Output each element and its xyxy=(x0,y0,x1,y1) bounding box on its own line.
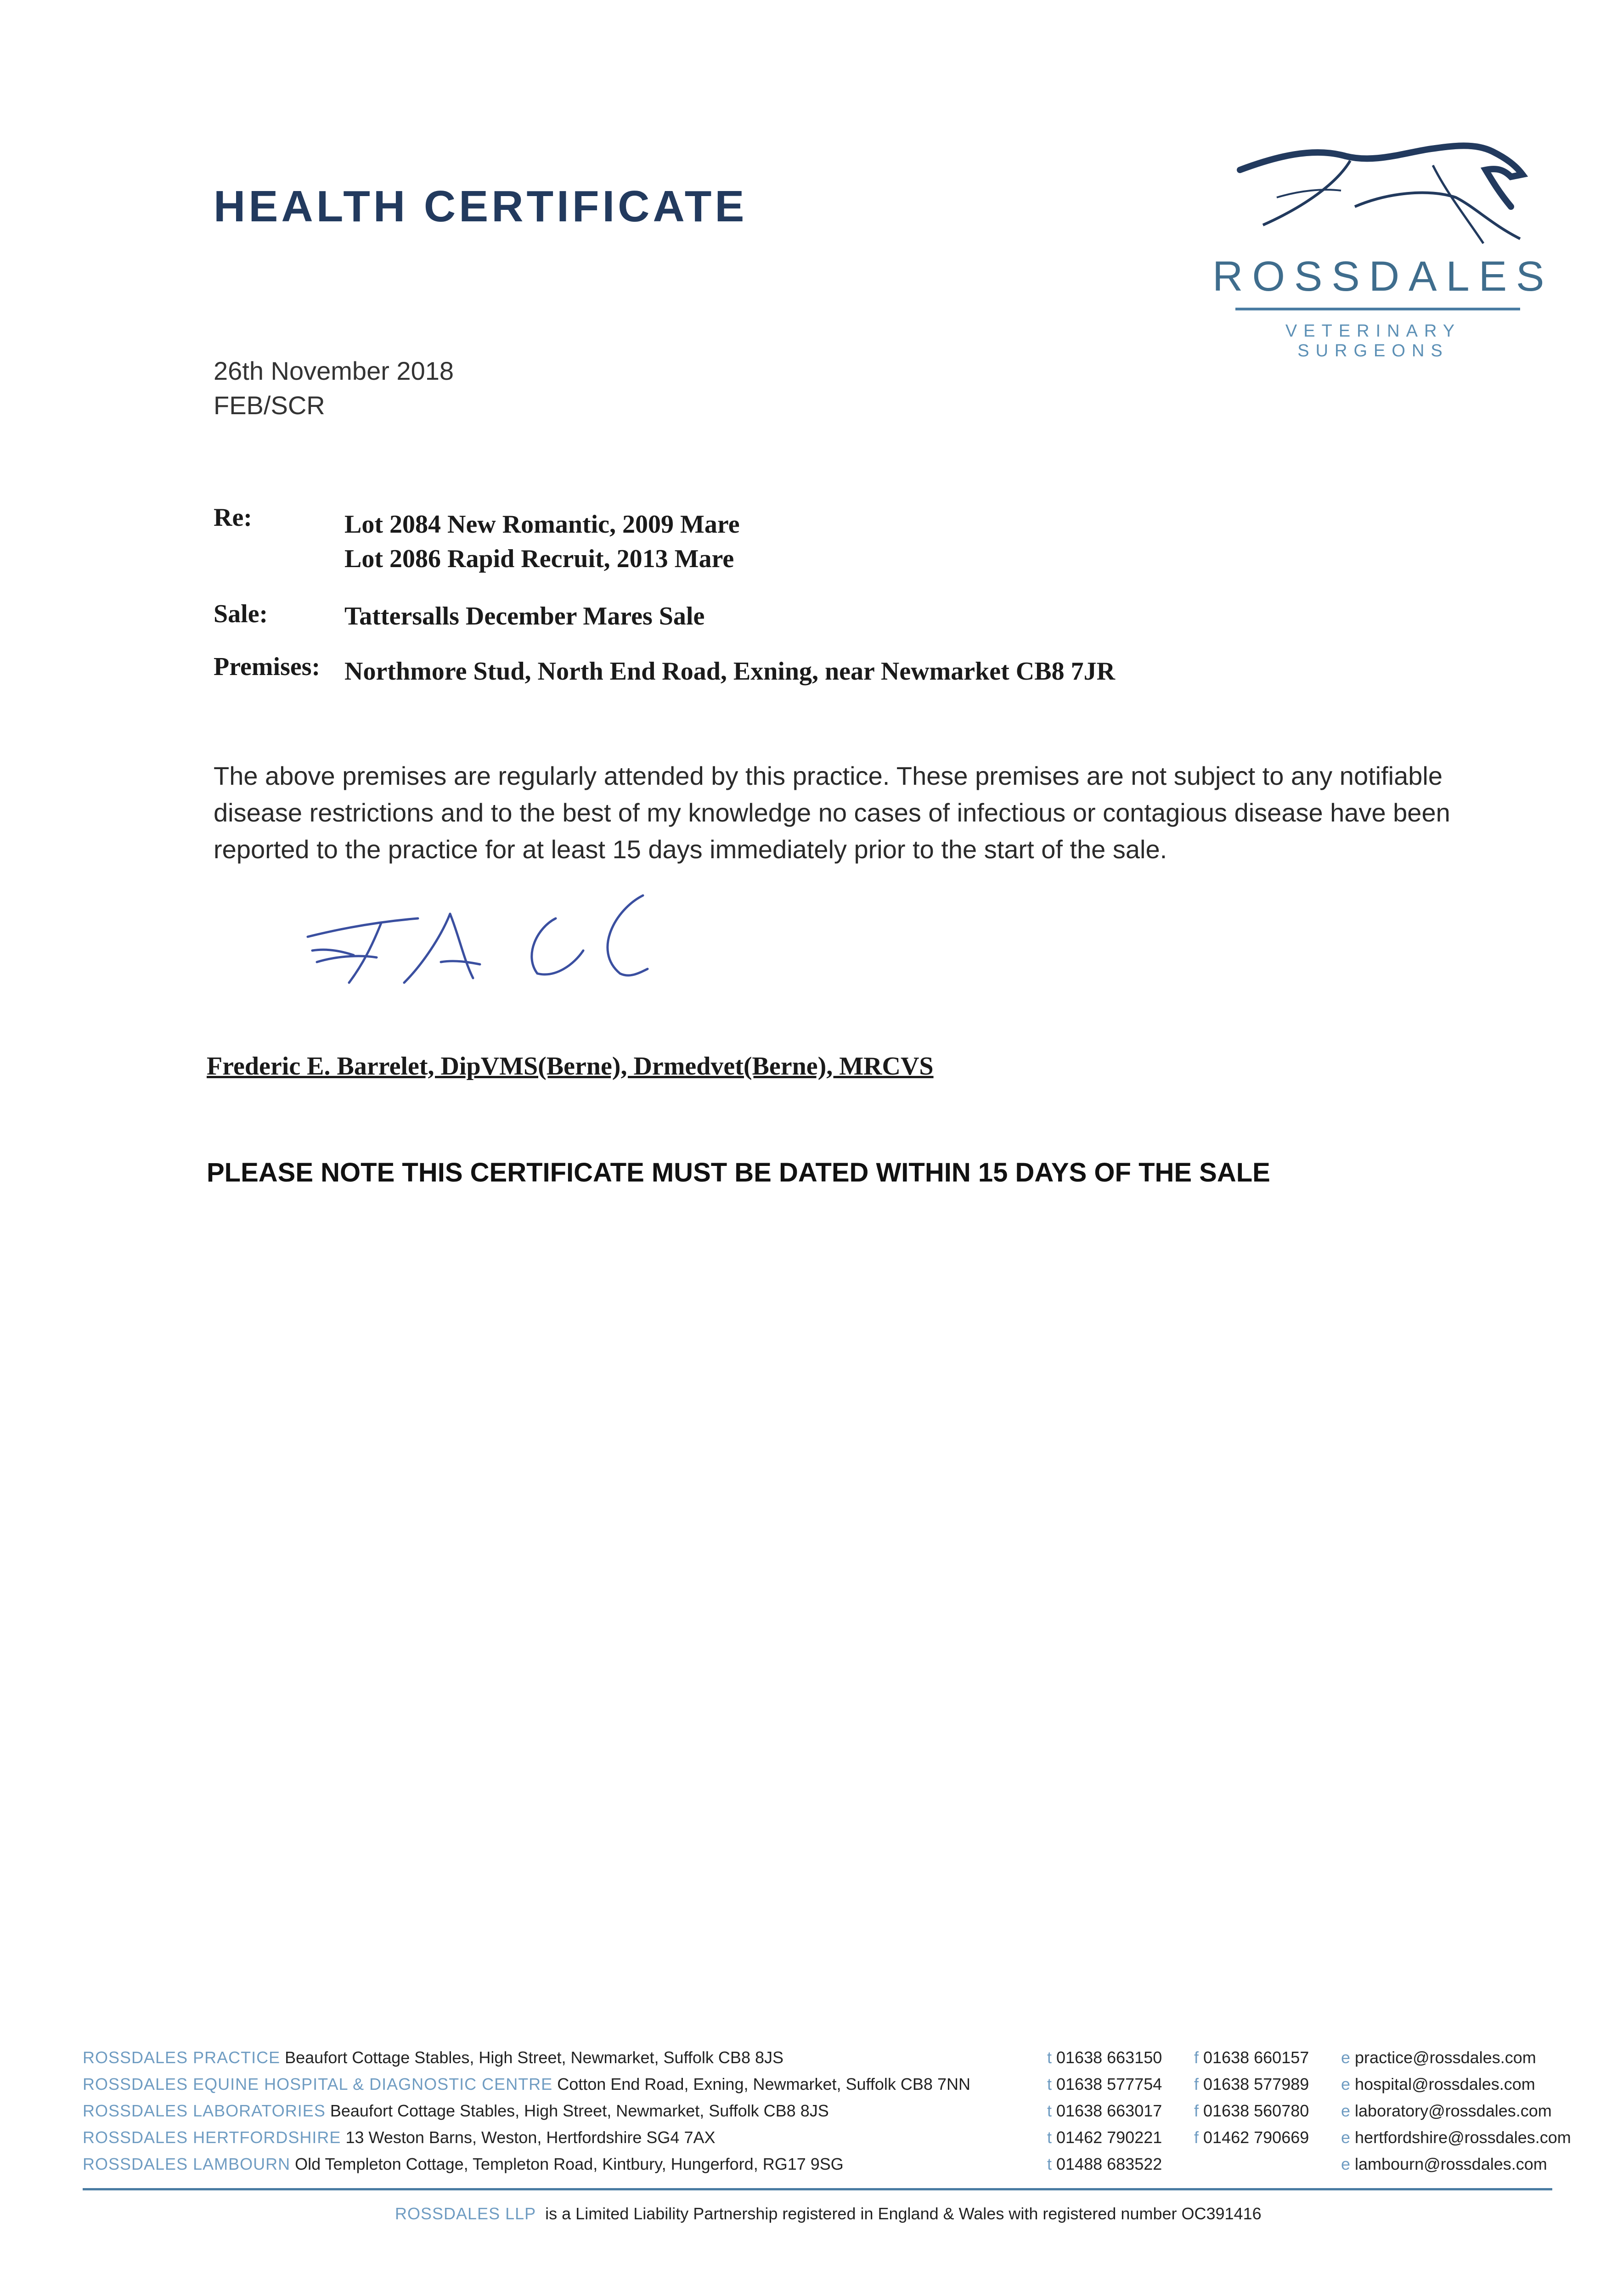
office-tel: 01638 663150 xyxy=(1056,2048,1162,2067)
office-fax: 01638 577989 xyxy=(1203,2075,1309,2093)
email-prefix: e xyxy=(1341,2155,1351,2173)
premises-value: Northmore Stud, North End Road, Exning, near Newmarket CB8 7JR xyxy=(344,657,1116,686)
footer-office-row xyxy=(83,2128,1571,2154)
office-email: lambourn@rossdales.com xyxy=(1355,2155,1547,2173)
re-line-1: Lot 2084 New Romantic, 2009 Mare xyxy=(344,510,740,539)
re-line-2: Lot 2086 Rapid Recruit, 2013 Mare xyxy=(344,545,734,573)
office-tel: 01462 790221 xyxy=(1056,2128,1162,2147)
office-address: Cotton End Road, Exning, Newmarket, Suffolk CB8 7NN xyxy=(557,2075,970,2093)
phone-prefix: t xyxy=(1047,2101,1052,2120)
fax-prefix: f xyxy=(1194,2075,1199,2093)
sale-label: Sale: xyxy=(214,600,268,628)
office-fax: 01638 560780 xyxy=(1203,2101,1309,2120)
office-name: ROSSDALES HERTFORDSHIRE xyxy=(83,2128,341,2147)
sale-value: Tattersalls December Mares Sale xyxy=(344,602,705,630)
office-email: practice@rossdales.com xyxy=(1355,2048,1536,2067)
office-fax: 01638 660157 xyxy=(1203,2048,1309,2067)
logo-divider xyxy=(1235,308,1520,310)
office-address: Beaufort Cottage Stables, High Street, Newmarket, Suffolk CB8 8JS xyxy=(285,2048,783,2067)
premises-label: Premises: xyxy=(214,653,321,681)
email-prefix: e xyxy=(1341,2048,1351,2067)
office-email: hospital@rossdales.com xyxy=(1355,2075,1535,2093)
signer-name: Frederic E. Barrelet, DipVMS(Berne), Drmedvet(Berne), MRCVS xyxy=(207,1052,934,1080)
office-email: laboratory@rossdales.com xyxy=(1355,2101,1552,2120)
phone-prefix: t xyxy=(1047,2155,1052,2173)
letter-date: 26th November 2018 xyxy=(214,356,454,385)
office-address: Beaufort Cottage Stables, High Street, Newmarket, Suffolk CB8 8JS xyxy=(330,2101,829,2120)
office-address: 13 Weston Barns, Weston, Hertfordshire SG4 7AX xyxy=(345,2128,716,2147)
horse-logo-icon xyxy=(1235,138,1529,248)
office-name: ROSSDALES PRACTICE xyxy=(83,2048,281,2067)
office-fax: 01462 790669 xyxy=(1203,2128,1309,2147)
office-tel: 01488 683522 xyxy=(1056,2155,1162,2173)
footer-divider xyxy=(83,2188,1552,2190)
office-email: hertfordshire@rossdales.com xyxy=(1355,2128,1571,2147)
email-prefix: e xyxy=(1341,2128,1351,2147)
logo-subtitle: VETERINARY SURGEONS xyxy=(1285,321,1461,360)
office-tel: 01638 663017 xyxy=(1056,2101,1162,2120)
footer-office-row xyxy=(83,2075,1535,2100)
office-address: Old Templeton Cottage, Templeton Road, Kintbury, Hungerford, RG17 9SG xyxy=(295,2155,844,2173)
re-label: Re: xyxy=(214,503,252,532)
certificate-title: HEALTH CERTIFICATE xyxy=(214,182,748,231)
office-name: ROSSDALES LABORATORIES xyxy=(83,2101,326,2120)
office-tel: 01638 577754 xyxy=(1056,2075,1162,2093)
office-name: ROSSDALES EQUINE HOSPITAL & DIAGNOSTIC CENTRE xyxy=(83,2075,553,2093)
fax-prefix: f xyxy=(1194,2101,1199,2120)
footer-office-row xyxy=(83,2155,1547,2180)
footer-office-row xyxy=(83,2101,1552,2127)
certificate-notice: PLEASE NOTE THIS CERTIFICATE MUST BE DATED WITHIN 15 DAYS OF THE SALE xyxy=(207,1158,1270,1187)
rossdales-logo xyxy=(1212,138,1554,360)
certificate-statement: The above premises are regularly attended by this practice. These premises are not subject to any notifiable disease restrictions and to the best of my knowledge no cases of infectious or contagious disease have been reported to the practice for at least 15 days immediately prior to the start of the sale. xyxy=(214,761,1450,864)
footer-office-row xyxy=(83,2048,1536,2074)
letter-reference: FEB/SCR xyxy=(214,391,325,420)
office-name: ROSSDALES LAMBOURN xyxy=(83,2155,291,2173)
llp-text: is a Limited Liability Partnership registered in England & Wales with registered number OC391416 xyxy=(545,2204,1262,2223)
logo-wordmark: ROSSDALES xyxy=(1212,253,1554,300)
phone-prefix: t xyxy=(1047,2075,1052,2093)
llp-name: ROSSDALES LLP xyxy=(395,2204,536,2223)
handwritten-signature xyxy=(299,882,712,1003)
llp-statement xyxy=(395,2204,1262,2223)
phone-prefix: t xyxy=(1047,2128,1052,2147)
email-prefix: e xyxy=(1341,2075,1351,2093)
fax-prefix: f xyxy=(1194,2128,1199,2147)
phone-prefix: t xyxy=(1047,2048,1052,2067)
fax-prefix: f xyxy=(1194,2048,1199,2067)
email-prefix: e xyxy=(1341,2101,1351,2120)
